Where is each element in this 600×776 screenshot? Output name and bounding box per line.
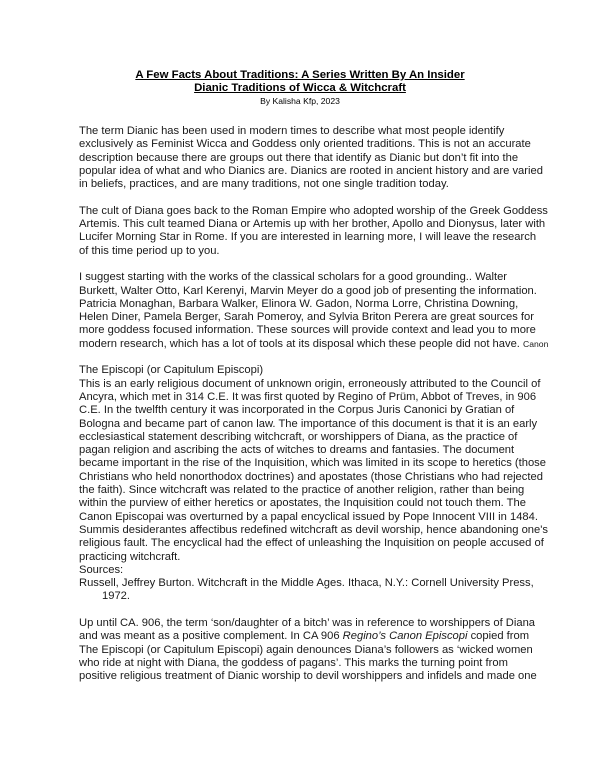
text-line: practicing witchcraft.: [79, 550, 181, 563]
text-line: This is an early religious document of unknown origin, erroneously attributed to the Council of: [79, 377, 541, 390]
source-citation: Russell, Jeffrey Burton. Witchcraft in the Middle Ages. Ithaca, N.Y.: Cornell University Press,: [79, 577, 534, 590]
text-line: of this time period up to you.: [79, 244, 220, 257]
text-line: Helen Diner, Pamela Berger, Sarah Pomeroy, and Sylvia Briton Perera are great sources for: [79, 311, 534, 324]
text-line: [79, 630, 549, 643]
series-title: A Few Facts About Traditions: A Series Written By An Insider: [135, 69, 465, 81]
text-fragment: modern research, which has a lot of tools at its disposal which these people did not have.: [79, 337, 520, 350]
text-line: popular idea of what and who Dianics are. Dianics are rooted in ancient history and are varied: [79, 164, 543, 177]
section-heading: The Episcopi (or Capitulum Episcopi): [79, 364, 264, 377]
text-line: became important in the rise of the Inquisition, which was limited in its scope to heretics (those: [79, 457, 546, 470]
text-line: C.E. In the twelfth century it was incorporated in the Corpus Juris Canonici by Gratian of: [79, 404, 515, 417]
paragraph-cult-of-diana: [79, 205, 549, 258]
text-line: Ancyra, which met in 314 C.E. It was first quoted by Regino of Prüm, Abbot of Treves, in 906: [79, 390, 537, 403]
paragraph-suggested-reading: [79, 271, 549, 351]
text-line: Christians who held nonorthodox doctrines) and apostates (those Christians who had rejected: [79, 470, 543, 483]
text-line: I suggest starting with the works of the classical scholars for a good grounding.. Walter: [79, 271, 508, 284]
author-byline: By Kalisha Kfp, 2023: [260, 96, 340, 106]
text-line: [79, 338, 549, 351]
paragraph-episcopi: [79, 364, 549, 603]
text-line: Patricia Monaghan, Barbara Walker, Elinora W. Gadon, Norma Lorre, Christina Downing,: [79, 297, 519, 310]
italic-work-title: Regino’s Canon Episcopi: [342, 630, 468, 643]
text-line: Up until CA. 906, the term ‘son/daughter of a bitch’ was in reference to worshippers of Diana: [79, 616, 536, 629]
text-line: Summis desiderantes affectibus redefined witchcraft as devil worship, hence abandoning one's: [79, 523, 548, 536]
text-line: description because there are groups out there that identify as Dianic but don’t fit into the: [79, 151, 519, 164]
article-title: Dianic Traditions of Wicca & Witchcraft: [194, 82, 406, 94]
text-line: in beliefs, practices, and are many traditions, not one single tradition today.: [79, 178, 449, 191]
text-line: ecclesiastical statement describing witchcraft, or worshippers of Diana, as the practice of: [79, 430, 518, 443]
sources-label: Sources:: [79, 563, 124, 576]
text-line: within the purview of either heretics or apostates, the Inquisition could not touch them. The: [79, 497, 526, 510]
text-line: the faith). Since witchcraft was related to the practice of another religion, rather than being: [79, 484, 525, 497]
document-header: [0, 69, 600, 107]
text-fragment: copied from: [467, 630, 530, 643]
text-line: religious fault. The encyclical had the effect of unleashing the Inquisition on people accused of: [79, 537, 544, 550]
text-line: who ride at night with Diana, the goddess of pagans’. This marks the turning point from: [79, 656, 508, 669]
text-line: positive religious treatment of Dianic worship to devil worshippers and infidels and made one: [79, 670, 537, 683]
document-body: [79, 125, 549, 683]
text-fragment: and was meant as a positive complement. In CA 906: [79, 630, 343, 643]
text-line: Canon Episcopai was overturned by a papal encyclical issued by Pope Innocent VIII in 1484.: [79, 510, 538, 523]
text-line: pagan religion and ascribing the acts of witches to dreams and fantasies. The document: [79, 444, 515, 457]
text-line: The term Dianic has been used in modern times to describe what most people identify: [79, 125, 505, 137]
text-line: Bologna and became part of canon law. The importance of this document is that it is an early: [79, 417, 538, 430]
text-line: The Episcopi (or Capitulum Episcopi) again denounces Diana’s followers as ‘wicked women: [79, 643, 533, 656]
text-line: more goddess focused information. These sources will provide context and lead you to more: [79, 324, 536, 337]
source-citation-continued: 1972.: [102, 590, 130, 603]
text-line: Artemis. This cult teamed Diana or Artemis up with her brother, Apollo and Dionysus, later with: [79, 218, 546, 231]
trailing-word: Canon: [523, 338, 549, 349]
paragraph-dianic-term: [79, 125, 549, 191]
paragraph-turning-point: [79, 617, 549, 683]
text-line: Lucifer Morning Star in Rome. If you are interested in learning more, I will leave the research: [79, 231, 537, 244]
text-line: Burkett, Walter Otto, Karl Kerenyi, Marvin Meyer do a good job of presenting the information.: [79, 284, 537, 297]
text-line: The cult of Diana goes back to the Roman Empire who adopted worship of the Greek Goddess: [79, 204, 548, 217]
text-line: exclusively as Feminist Wicca and Goddess only oriented traditions. This is not an accurate: [79, 138, 531, 151]
